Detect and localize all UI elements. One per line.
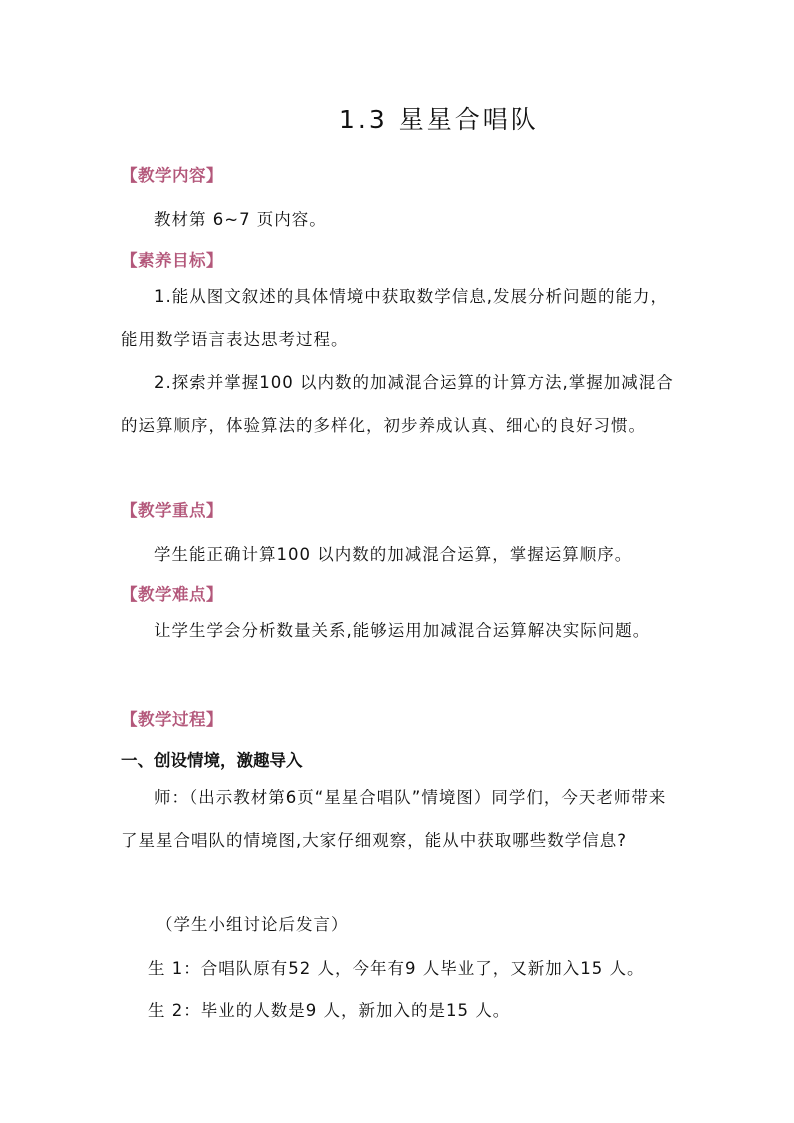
discussion-note: （学生小组讨论后发言） bbox=[156, 915, 349, 934]
document-title: 1.3 星星合唱队 bbox=[339, 105, 539, 134]
heading-teaching-process: 【教学过程】 bbox=[121, 710, 223, 729]
heading-teaching-content: 【教学内容】 bbox=[121, 166, 223, 185]
goal-item-2: 2.探索并掌握100 以内数的加减混合运算的计算方法,掌握加减混合的运算顺序，体验算法的多样化，初步养成认真、细心的良好习惯。 bbox=[121, 373, 674, 435]
step1-title: 一、创设情境，激趣导入 bbox=[121, 751, 303, 770]
heading-key-points: 【教学重点】 bbox=[121, 501, 223, 520]
goal-item-1: 1.能从图文叙述的具体情境中获取数学信息,发展分析问题的能力，能用数学语言表达思考过程。 bbox=[121, 287, 668, 349]
teacher-dialogue: 师：（出示教材第6页“星星合唱队”情境图）同学们，今天老师带来了星星合唱队的情境图,大家仔细观察，能从中获取哪些数学信息? bbox=[121, 788, 667, 850]
heading-difficulties: 【教学难点】 bbox=[121, 585, 223, 604]
key-points-text: 学生能正确计算100 以内数的加减混合运算，掌握运算顺序。 bbox=[154, 545, 633, 564]
teaching-content-text: 教材第 6~7 页内容。 bbox=[154, 210, 327, 229]
student2-dialogue: 生 2：毕业的人数是9 人，新加入的是15 人。 bbox=[148, 1001, 511, 1020]
heading-literacy-goals: 【素养目标】 bbox=[121, 251, 223, 270]
difficulties-text: 让学生学会分析数量关系,能够运用加减混合运算解决实际问题。 bbox=[154, 621, 651, 640]
student1-dialogue: 生 1：合唱队原有52 人，今年有9 人毕业了，又新加入15 人。 bbox=[148, 959, 645, 978]
